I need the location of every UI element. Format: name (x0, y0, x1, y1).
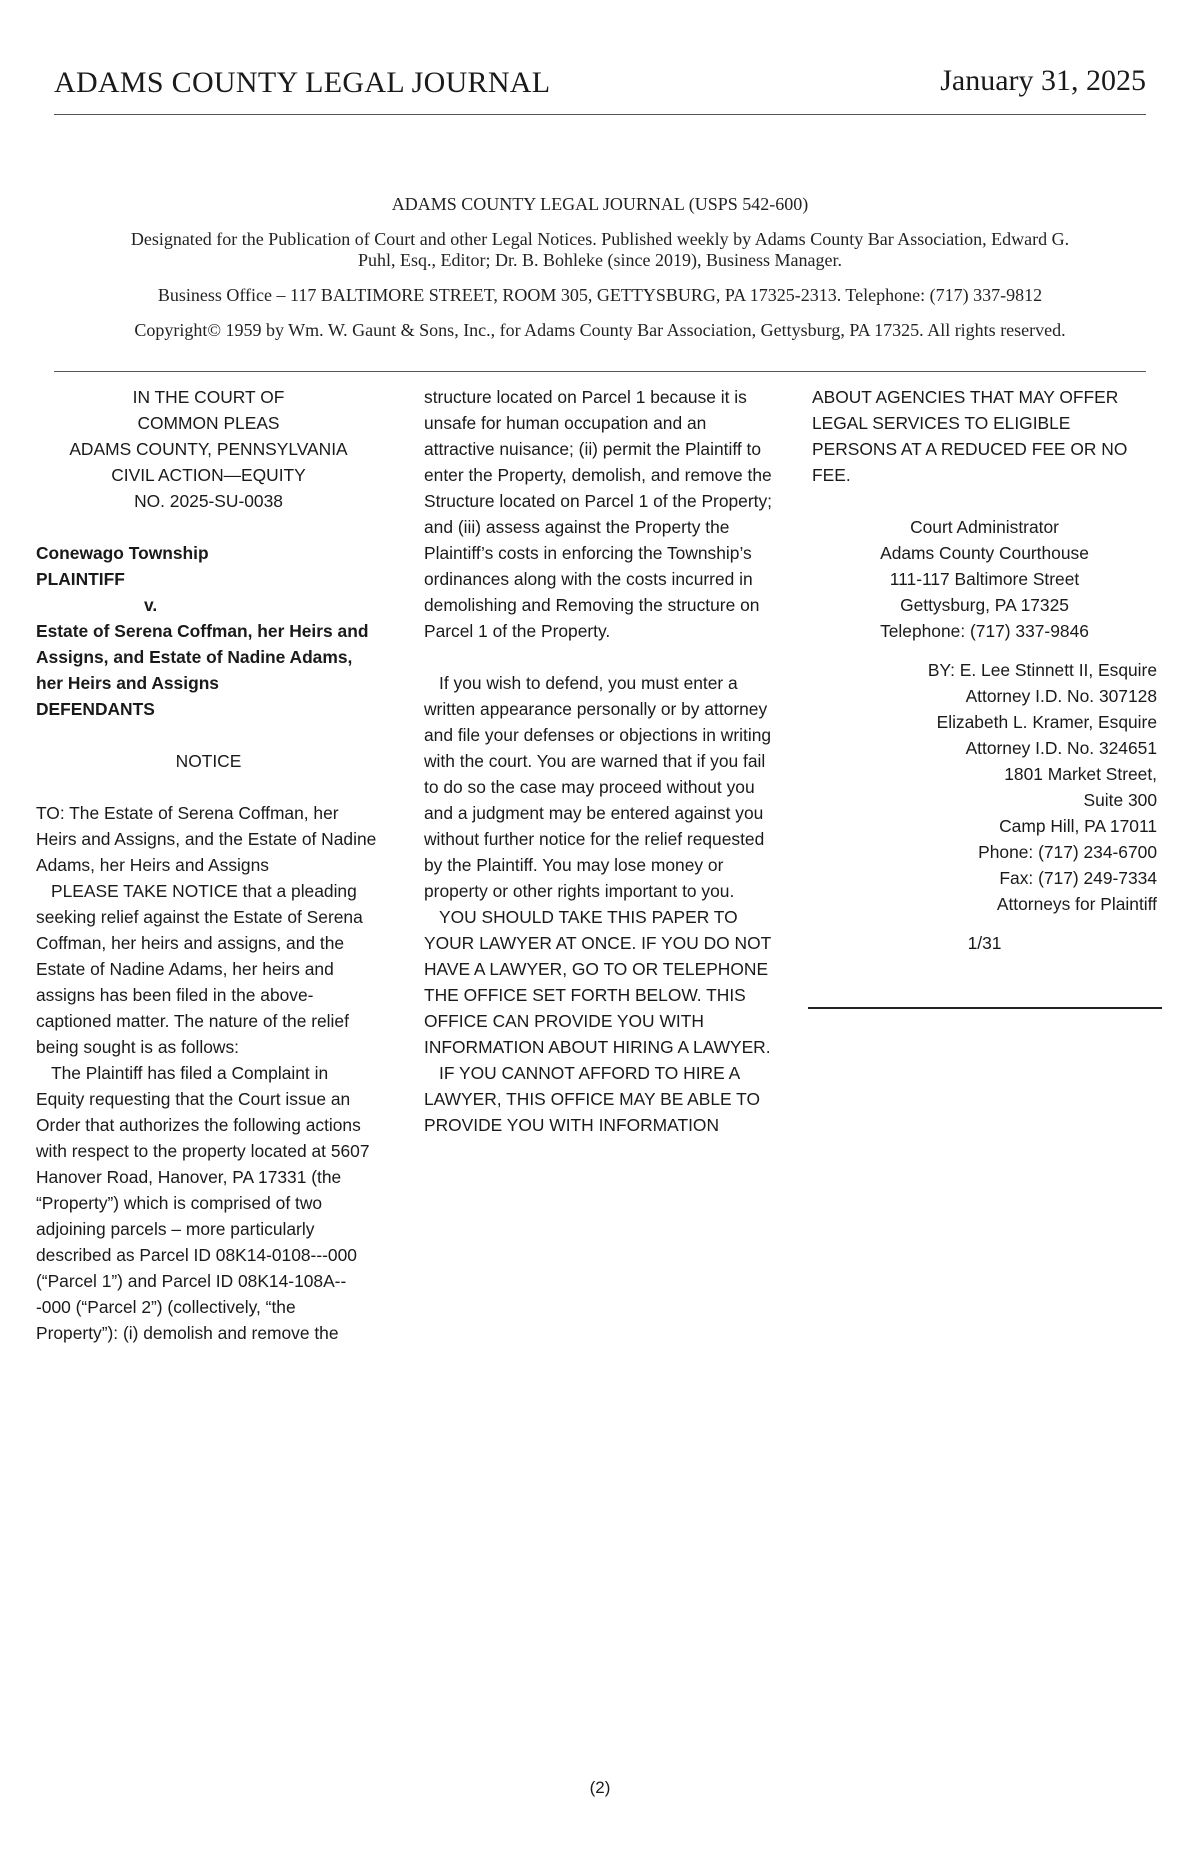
attorney-line: Suite 300 (1083, 790, 1157, 810)
column-3 (812, 384, 1157, 956)
attorney-line: Attorney I.D. No. 324651 (965, 738, 1157, 758)
court-line: IN THE COURT OF (132, 387, 285, 407)
masthead-business-office: Business Office – 117 BALTIMORE STREET, ROOM 305, GETTYSBURG, PA 17325-2313. Telephone: (717) 337-9812 (157, 285, 1043, 305)
masthead-designation: Designated for the Publication of Court and other Legal Notices. Published weekly by Adams County Bar Association, Edward G. Puhl, Esq., Editor; Dr. B. Bohleke (since 2019), Business Manager. (130, 229, 1070, 270)
case-number: NO. 2025-SU-0038 (134, 491, 283, 511)
paragraph-complaint: The Plaintiff has filed a Complaint in Equity requesting that the Court issue an Order that authorizes the following actions with respect to the property located at 5607 Hanover Road, Hanover, PA 17331 (the “Property”) which is comprised of two adjoining parcels – more particularly described as Parcel ID 08K14-0108---000 (“Parcel 1”) and Parcel ID 08K14-108A---000 (“Parcel 2”) (collectively, “the Property”): (i) demolish and remove the (36, 1063, 370, 1343)
paragraph-complaint-continued: structure located on Parcel 1 because it is unsafe for human occupation and an attractive nuisance; (ii) permit the Plaintiff to enter the Property, demolish, and remove the Structure located on Parcel 1 of the Property; and (iii) assess against the Property the Plaintiff’s costs in enforcing the Township’s ordinances along with the costs incurred in demolishing and Removing the structure on Parcel 1 of the Property. (424, 387, 772, 641)
masthead-title: ADAMS COUNTY LEGAL JOURNAL (USPS 542-600) (391, 194, 809, 214)
court-line: CIVIL ACTION—EQUITY (111, 465, 306, 485)
defendants-name: Estate of Serena Coffman, her Heirs and Assigns, and Estate of Nadine Adams, her Heirs and Assigns (36, 621, 369, 693)
column-2 (424, 384, 779, 1138)
attorney-line: Elizabeth L. Kramer, Esquire (936, 712, 1157, 732)
paragraph-afford: IF YOU CANNOT AFFORD TO HIRE A LAWYER, THIS OFFICE MAY BE ABLE TO PROVIDE YOU WITH INFORMATION (424, 1063, 760, 1135)
attorney-line: BY: E. Lee Stinnett II, Esquire (927, 660, 1157, 680)
run-date: 1/31 (967, 933, 1002, 953)
attorney-line: Camp Hill, PA 17011 (999, 816, 1157, 836)
court-admin-line: Adams County Courthouse (880, 543, 1089, 563)
plaintiff-name: Conewago Township (36, 543, 209, 563)
paragraph-take-notice: PLEASE TAKE NOTICE that a pleading seeking relief against the Estate of Serena Coffman, her heirs and assigns, and the Estate of Nadine Adams, her heirs and assigns has been filed in the above-captioned matter. The nature of the relief being sought is as follows: (36, 881, 363, 1057)
masthead-copyright: Copyright© 1959 by Wm. W. Gaunt & Sons, Inc., for Adams County Bar Association, Gettysburg, PA 17325. All rights reserved. (134, 320, 1066, 340)
notice-heading: NOTICE (175, 751, 242, 771)
attorney-line: 1801 Market Street, (1004, 764, 1157, 784)
attorney-line: Attorney I.D. No. 307128 (965, 686, 1157, 706)
paragraph-afford-continued: ABOUT AGENCIES THAT MAY OFFER LEGAL SERVICES TO ELIGIBLE PERSONS AT A REDUCED FEE OR NO FEE. (812, 387, 1128, 485)
notice-end-rule (808, 1007, 1162, 1009)
court-admin-telephone: Telephone: (717) 337-9846 (880, 621, 1089, 641)
court-admin-line: Gettysburg, PA 17325 (900, 595, 1069, 615)
court-line: ADAMS COUNTY, PENNSYLVANIA (69, 439, 348, 459)
column-1 (36, 384, 381, 1346)
court-admin-line: Court Administrator (910, 517, 1059, 537)
paragraph-lawyer: YOU SHOULD TAKE THIS PAPER TO YOUR LAWYER AT ONCE. IF YOU DO NOT HAVE A LAWYER, GO TO OR TELEPHONE THE OFFICE SET FORTH BELOW. THIS OFFICE CAN PROVIDE YOU WITH INFORMATION ABOUT HIRING A LAWYER. (424, 907, 771, 1057)
defendants-label: DEFENDANTS (36, 699, 155, 719)
issue-date: January 31, 2025 (940, 64, 1146, 97)
masthead-divider (54, 371, 1146, 372)
running-header (54, 62, 1146, 115)
versus-label: v. (144, 595, 158, 615)
attorney-line: Attorneys for Plaintiff (996, 894, 1157, 914)
attorney-line: Phone: (717) 234-6700 (978, 842, 1157, 862)
masthead (110, 194, 1090, 355)
page-number: (2) (589, 1778, 611, 1797)
journal-name: ADAMS COUNTY LEGAL JOURNAL (54, 66, 551, 99)
court-admin-line: 111-117 Baltimore Street (889, 569, 1080, 589)
to-line: TO: The Estate of Serena Coffman, her Heirs and Assigns, and the Estate of Nadine Adams, her Heirs and Assigns (36, 803, 377, 875)
paragraph-defend: If you wish to defend, you must enter a written appearance personally or by attorney and file your defenses or objections in writing with the court. You are warned that if you fail to do so the case may proceed without you and a judgment may be entered against you without further notice for the relief requested by the Plaintiff. You may lose money or property or other rights important to you. (424, 673, 772, 901)
plaintiff-label: PLAINTIFF (36, 569, 125, 589)
court-line: COMMON PLEAS (137, 413, 280, 433)
attorney-line: Fax: (717) 249-7334 (999, 868, 1157, 888)
